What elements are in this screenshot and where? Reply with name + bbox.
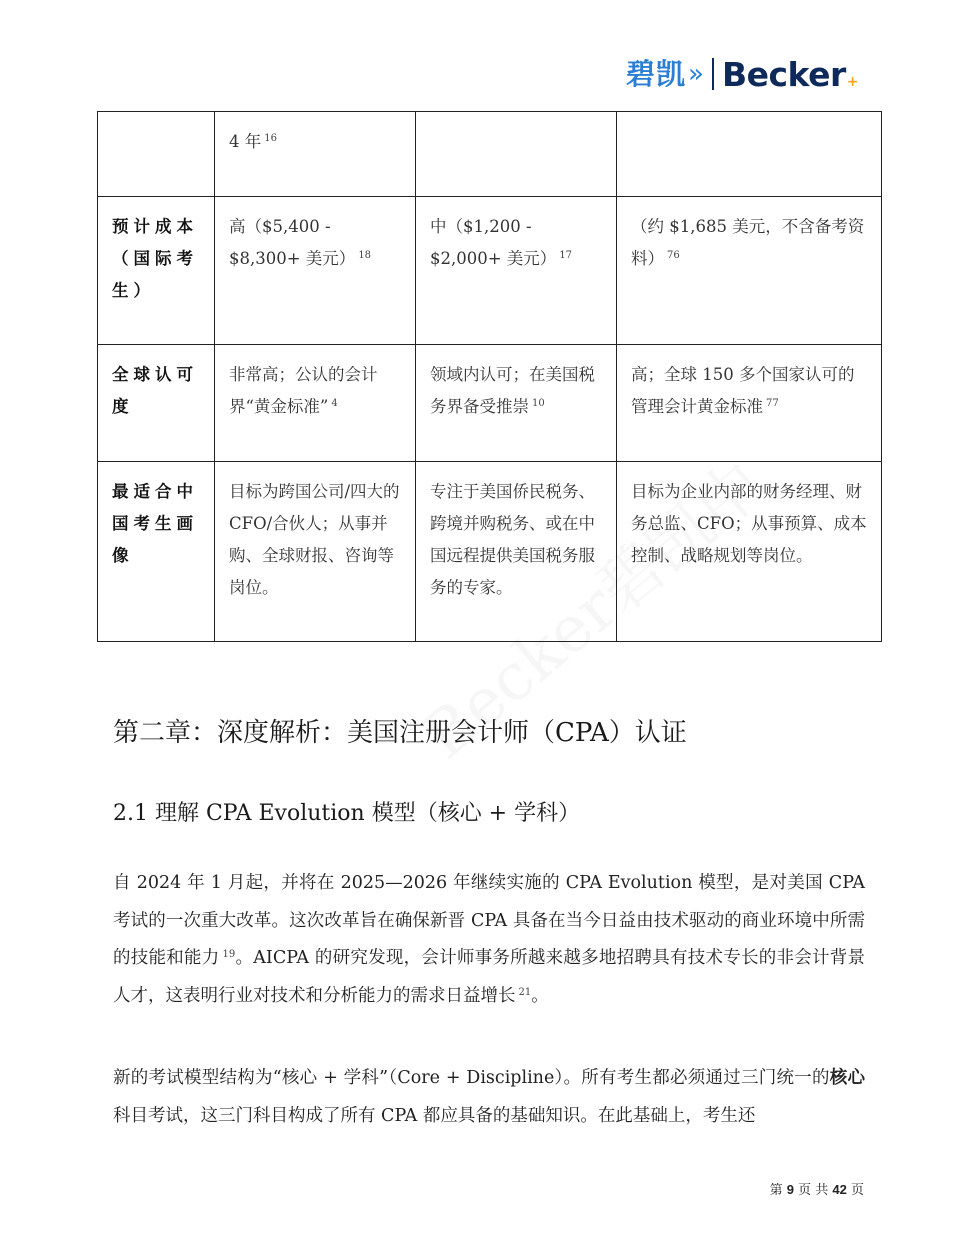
footnote-ref: 19 bbox=[222, 949, 236, 960]
row-header: 最适合中国考生画像 bbox=[98, 462, 215, 642]
table-cell: （约 $1,685 美元，不含备考资料） $^{76}$ bbox=[617, 197, 882, 345]
logo-divider bbox=[712, 58, 714, 90]
logo-arrow-icon: » bbox=[688, 59, 704, 89]
becker-logo bbox=[626, 52, 858, 96]
table-cell: 中（$1,200 - $2,000+ 美元） $^{17}$ bbox=[416, 197, 617, 345]
row-header: 预计成本（国际考生） bbox=[98, 197, 215, 345]
table-cell bbox=[617, 112, 882, 197]
row-header bbox=[98, 112, 215, 197]
table-cell: 4 年 $^{16}$ bbox=[215, 112, 416, 197]
table-cell: 高（$5,400 - $8,300+ 美元） $^{18}$ bbox=[215, 197, 416, 345]
table-cell: 非常高；公认的会计界“黄金标准” $^4$ bbox=[215, 345, 416, 462]
section-title: 2.1 理解 CPA Evolution 模型（核心 + 学科） bbox=[113, 801, 581, 826]
table-row bbox=[98, 112, 882, 197]
chapter-title: 第二章：深度解析：美国注册会计师（CPA）认证 bbox=[113, 718, 687, 748]
table-cell bbox=[416, 112, 617, 197]
footnote-ref: 21 bbox=[518, 986, 532, 998]
table-row bbox=[98, 197, 882, 345]
row-header: 全球认可度 bbox=[98, 345, 215, 462]
table-row bbox=[98, 462, 882, 642]
logo-plus-icon: + bbox=[846, 74, 859, 90]
logo-english-text: Becker bbox=[721, 54, 846, 94]
logo-chinese-text: 碧凯 bbox=[626, 56, 687, 91]
table-cell: 领域内认可；在美国税务界备受推崇 $^{10}$ bbox=[416, 345, 617, 462]
table-row bbox=[98, 345, 882, 462]
table-cell: 专注于美国侨民税务、跨境并购税务、或在中国远程提供美国税务服务的专家。 bbox=[416, 462, 617, 642]
table-cell: 高；全球 150 多个国家认可的管理会计黄金标准 $^{77}$ bbox=[617, 345, 882, 462]
page-total: 42 bbox=[832, 1182, 847, 1197]
page-footer: 第 9 页 共 42 页 bbox=[769, 1182, 864, 1198]
table-cell: 目标为跨国公司/四大的 CFO/合伙人；从事并购、全球财报、咨询等岗位。 bbox=[215, 462, 416, 642]
paragraph: 自 2024 年 1 月起，并将在 2025—2026 年继续实施的 CPA Evolution 模型，是对美国 CPA 考试的一次重大改革。这次改革旨在确保新晋 CPA 具备在当今日益由技术驱动的商业环境中所需的技能和能力 $^{19}$。AICPA 的研究发现，会计师事务所越来越多地招聘具有技术专长的非会计背景人才，这表明行业对技术和分析能力的需求日益增长 $^{21}$。 bbox=[113, 873, 865, 1006]
paragraph: 新的考试模型结构为“核心 + 学科”（Core + Discipline）。所有考生都必须通过三门统一的核心科目考试，这三门科目构成了所有 CPA 都应具备的基础知识。在此基础上，考生还 bbox=[113, 1068, 865, 1126]
page-number: 9 bbox=[786, 1182, 794, 1197]
bold-text: 核心 bbox=[829, 1068, 865, 1088]
table-cell: 目标为企业内部的财务经理、财务总监、CFO；从事预算、成本控制、战略规划等岗位。 bbox=[617, 462, 882, 642]
comparison-table bbox=[97, 111, 882, 642]
